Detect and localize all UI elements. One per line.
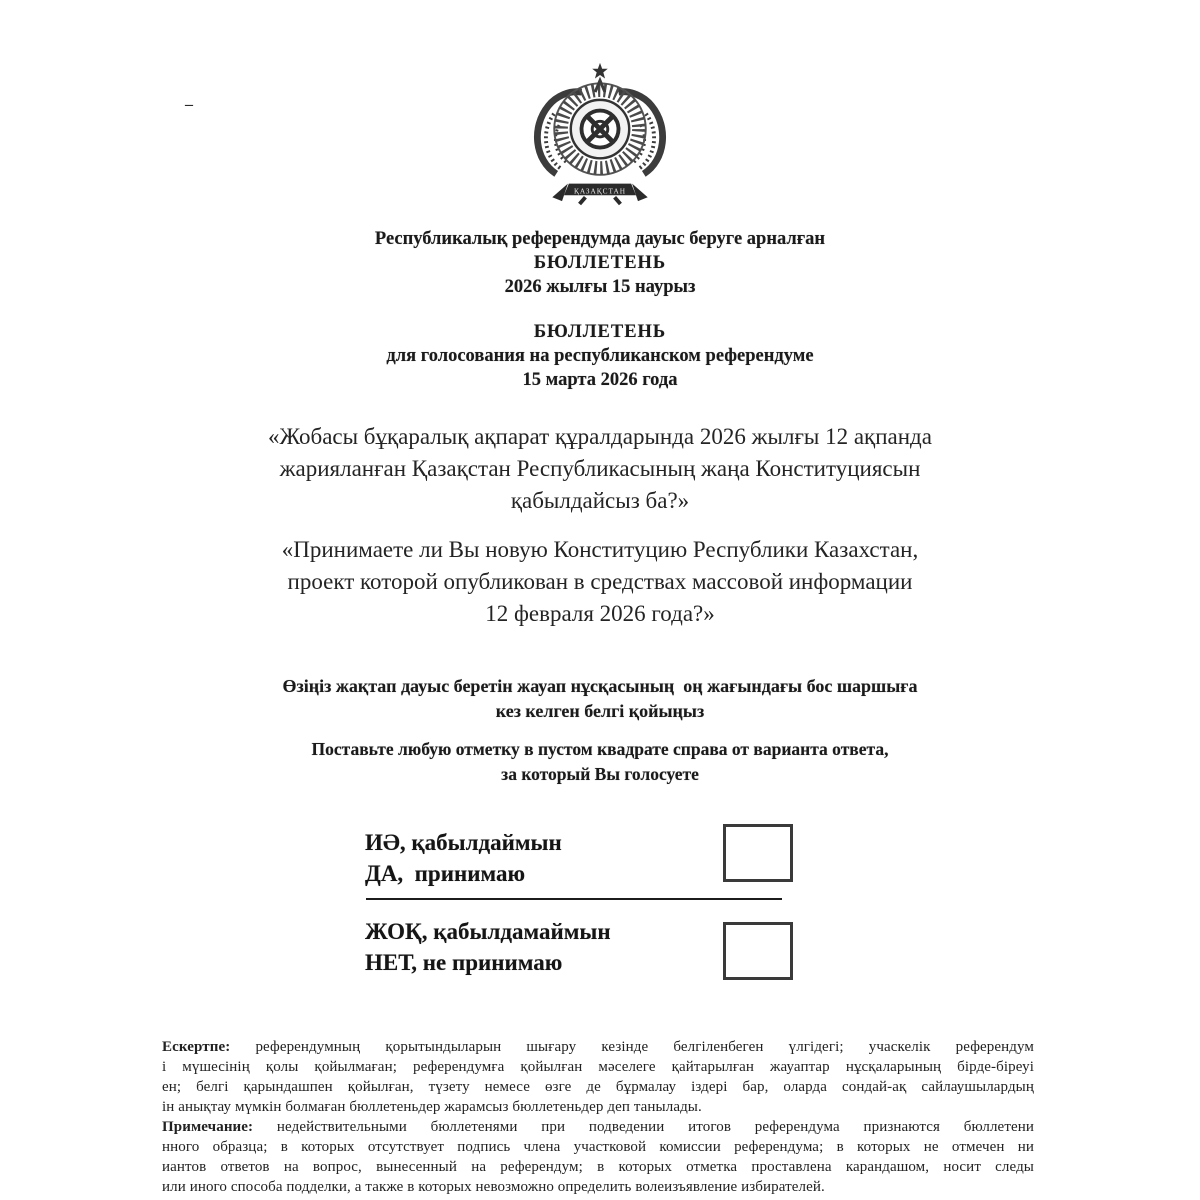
note-label-kk: Ескертпе: bbox=[162, 1039, 231, 1055]
kazakhstan-coat-of-arms-icon bbox=[527, 57, 673, 207]
note-line bbox=[162, 1077, 1034, 1097]
instruction-kk-line-2: кез келген белгі қойыңыз bbox=[495, 701, 705, 721]
voting-instruction-kk bbox=[100, 674, 1100, 724]
question-kk-line-3: қабылдайсыз ба?» bbox=[510, 488, 690, 513]
note-line bbox=[162, 1137, 1034, 1157]
title-kk-line-3: 2026 жылғы 15 наурыз bbox=[504, 277, 696, 297]
title-ru-line-3: 15 марта 2026 года bbox=[522, 370, 678, 390]
ballot-notes bbox=[162, 1037, 1034, 1197]
question-ru-line-2: проект которой опубликован в средствах массовой информации bbox=[287, 569, 913, 594]
title-kk-line-1: Республикалық референдумда дауыс беруге арналған bbox=[374, 229, 826, 249]
emblem-banner-text: ҚАЗАҚСТАН bbox=[573, 186, 627, 196]
note-line bbox=[162, 1157, 1034, 1177]
note-text: ін анықтау мүмкін болмаған бюллетеньдер жарамсыз бюллетеньдер деп танылады. bbox=[162, 1099, 702, 1115]
option-no-label-ru: НЕТ, не принимаю bbox=[365, 950, 563, 975]
voting-instruction-ru bbox=[100, 737, 1100, 787]
note-line bbox=[162, 1177, 1034, 1197]
option-yes-label-kk: ИӘ, қабылдаймын bbox=[365, 830, 562, 855]
note-text: референдумның қорытындыларын шығару кезінде белгіленбеген үлгідегі; учаскелік референдум bbox=[230, 1039, 1034, 1055]
corner-dash-mark: – bbox=[185, 96, 192, 113]
title-ru-line-1: БЮЛЛЕТЕНЬ bbox=[533, 322, 667, 342]
referendum-question-ru bbox=[100, 534, 1100, 630]
title-kk-line-2: БЮЛЛЕТЕНЬ bbox=[533, 253, 667, 273]
note-text: недействительными бюллетенями при подведении итогов референдума признаются бюллетени bbox=[253, 1119, 1034, 1135]
ballot-title-ru bbox=[100, 320, 1100, 392]
instruction-ru-line-2: за который Вы голосуете bbox=[501, 764, 699, 784]
note-text: иантов ответов на вопрос, вынесенный на референдум; в которых отметка проставлена карандашом, носит следы bbox=[162, 1159, 1034, 1175]
question-ru-line-3: 12 февраля 2026 года?» bbox=[485, 601, 715, 626]
note-text: нного образца; в которых отсутствует подпись члена участковой комиссии референдума; в которых не отмечен ни bbox=[162, 1139, 1034, 1155]
no-checkbox[interactable] bbox=[723, 922, 793, 980]
yes-checkbox[interactable] bbox=[723, 824, 793, 882]
note-line bbox=[162, 1037, 1034, 1057]
referendum-question-kk bbox=[100, 421, 1100, 517]
ballot-title-kk bbox=[100, 227, 1100, 299]
question-kk-line-1: «Жобасы бұқаралық ақпарат құралдарында 2026 жылғы 12 ақпанда bbox=[268, 424, 932, 449]
title-ru-line-2: для голосования на республиканском референдуме bbox=[386, 346, 814, 366]
note-line bbox=[162, 1097, 1034, 1117]
option-no-label-kk: ЖОҚ, қабылдамаймын bbox=[365, 919, 611, 944]
instruction-kk-line-1: Өзіңіз жақтап дауыс беретін жауап нұсқасының оң жағындағы бос шаршыға bbox=[282, 676, 918, 696]
question-ru-line-1: «Принимаете ли Вы новую Конституцию Республики Казахстан, bbox=[281, 537, 919, 562]
option-yes-label bbox=[365, 827, 562, 889]
instruction-ru-line-1: Поставьте любую отметку в пустом квадрате справа от варианта ответа, bbox=[311, 739, 889, 759]
question-kk-line-2: жарияланған Қазақстан Республикасының жаңа Конституциясын bbox=[279, 456, 921, 481]
note-text: і мүшесінің қолы қойылмаған; референдумға қойылған мәселеге қайтарылған жауаптар нұсқаларының бірде-біреуі bbox=[162, 1059, 1034, 1075]
note-line bbox=[162, 1057, 1034, 1077]
note-text: или иного способа подделки, а также в которых невозможно определить волеизъявление избирателей. bbox=[162, 1179, 825, 1195]
options-divider bbox=[366, 898, 782, 900]
note-line bbox=[162, 1117, 1034, 1137]
note-text: ен; белгі қарындашпен қойылған, түзету немесе өзге де бұрмалау іздері бар, оларда сондай-ақ сайлаушылардың bbox=[162, 1079, 1034, 1095]
option-no-label bbox=[365, 916, 611, 978]
note-label-ru: Примечание: bbox=[162, 1119, 254, 1135]
option-yes-label-ru: ДА, принимаю bbox=[365, 861, 526, 886]
